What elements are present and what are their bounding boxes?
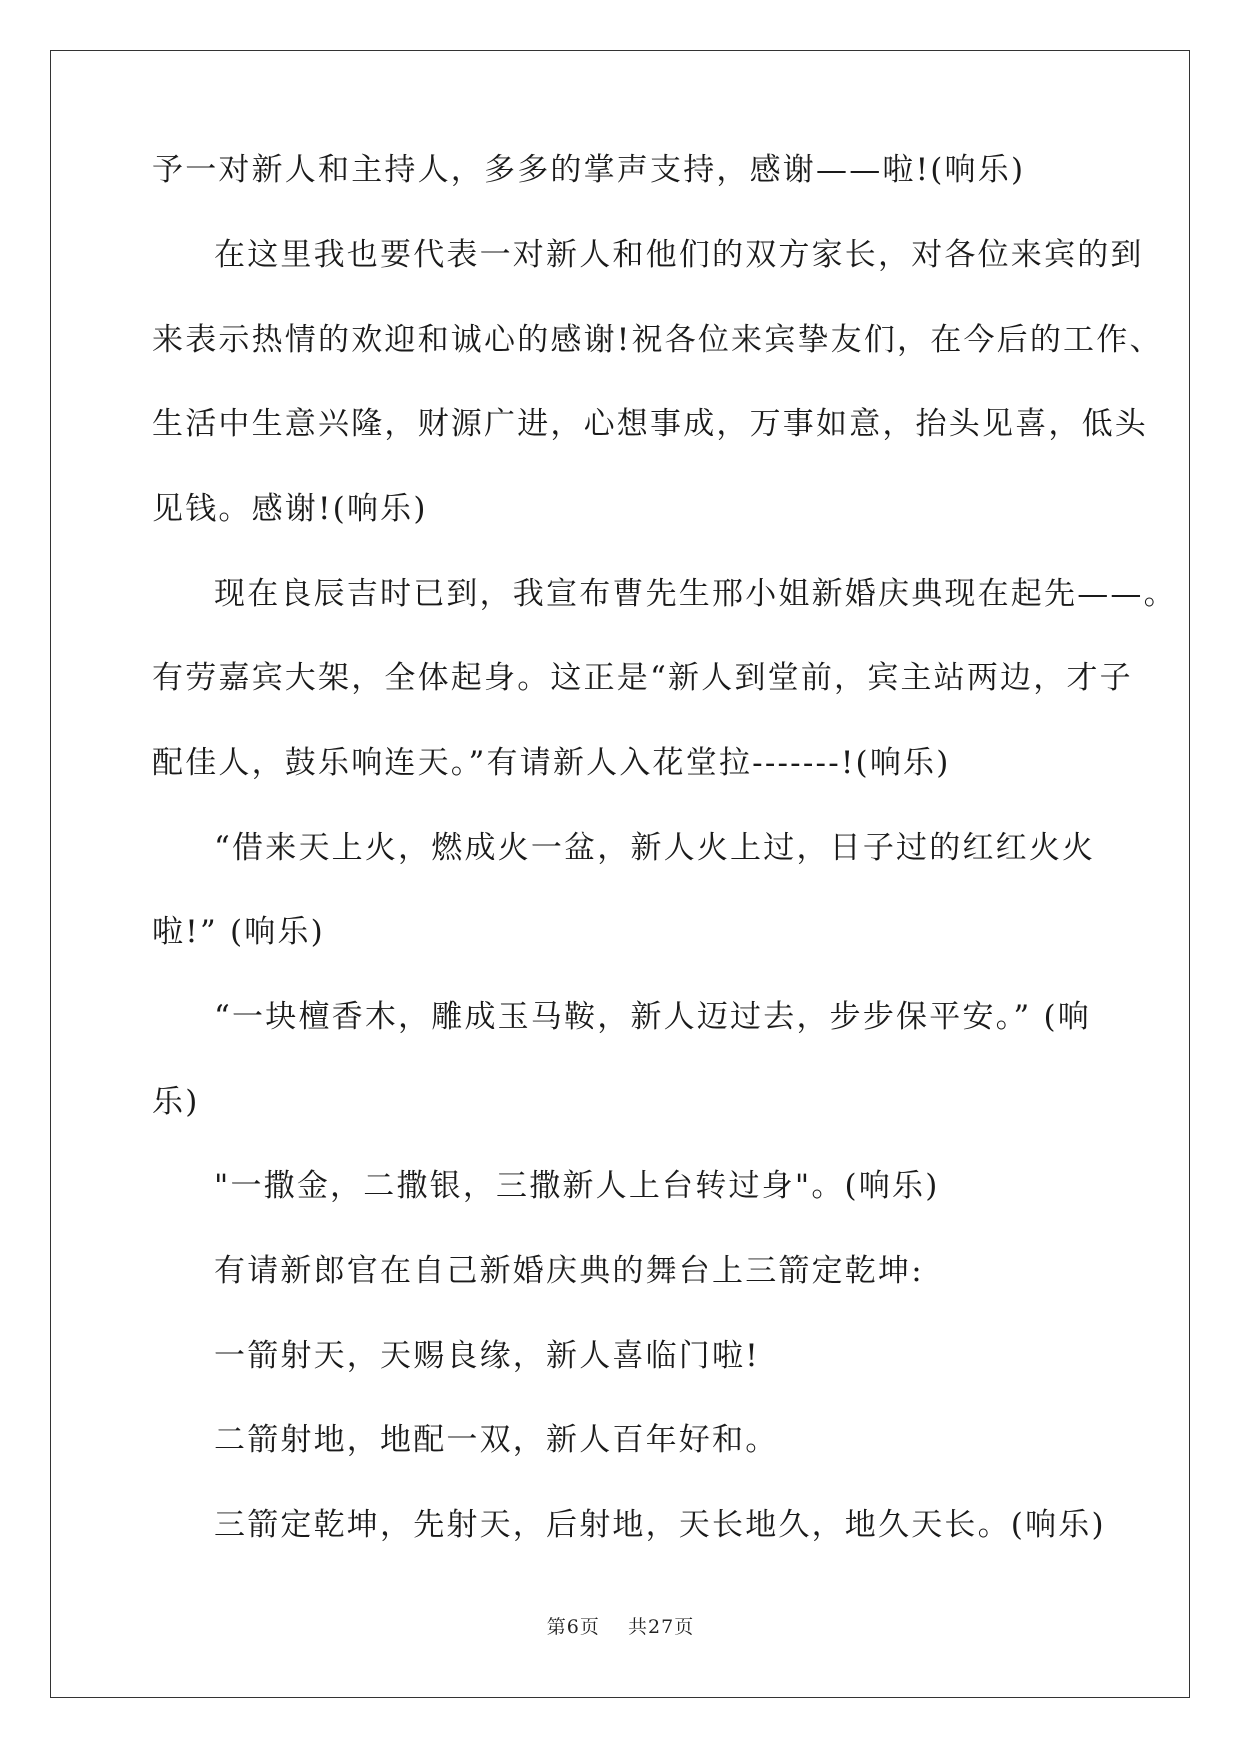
page-footer: [0, 1615, 1241, 1639]
paragraph-first-line: “一块檀香木，雕成玉马鞍，新人迈过去，步步保平安。” (响: [214, 999, 1091, 1035]
text-line: 见钱。感谢!(响乐): [152, 491, 428, 527]
paragraph-first-line: "一撒金，二撒银，三撒新人上台转过身"。(响乐): [214, 1168, 940, 1204]
text-line: 配佳人，鼓乐响连天。”有请新人入花堂拉-------!(响乐): [152, 745, 951, 781]
text-line: 予一对新人和主持人，多多的掌声支持，感谢——啦!(响乐): [152, 152, 1026, 188]
text-line: 乐): [152, 1084, 200, 1120]
paragraph-first-line: 有请新郎官在自己新婚庆典的舞台上三箭定乾坤:: [214, 1253, 924, 1289]
text-line: 有劳嘉宾大架，全体起身。这正是“新人到堂前，宾主站两边，才子: [152, 660, 1133, 696]
page-total: 共27页: [628, 1616, 695, 1638]
paragraph-first-line: 三箭定乾坤，先射天，后射地，天长地久，地久天长。(响乐): [214, 1507, 1106, 1543]
text-line: 啦!” (响乐): [152, 914, 325, 950]
paragraph-first-line: 二箭射地，地配一双，新人百年好和。: [214, 1422, 779, 1458]
paragraph-first-line: 在这里我也要代表一对新人和他们的双方家长，对各位来宾的到: [214, 237, 1144, 273]
text-line: 来表示热情的欢迎和诚心的感谢!祝各位来宾挚友们，在今后的工作、: [152, 322, 1163, 358]
page-number: 第6页: [546, 1616, 600, 1638]
paragraph-first-line: 现在良辰吉时已到，我宣布曹先生邢小姐新婚庆典现在起先——。: [214, 576, 1177, 612]
text-line: 生活中生意兴隆，财源广进，心想事成，万事如意，抬头见喜，低头: [152, 406, 1148, 442]
paragraph-first-line: “借来天上火，燃成火一盆，新人火上过，日子过的红红火火: [214, 830, 1096, 866]
paragraph-first-line: 一箭射天，天赐良缘，新人喜临门啦!: [214, 1338, 760, 1374]
